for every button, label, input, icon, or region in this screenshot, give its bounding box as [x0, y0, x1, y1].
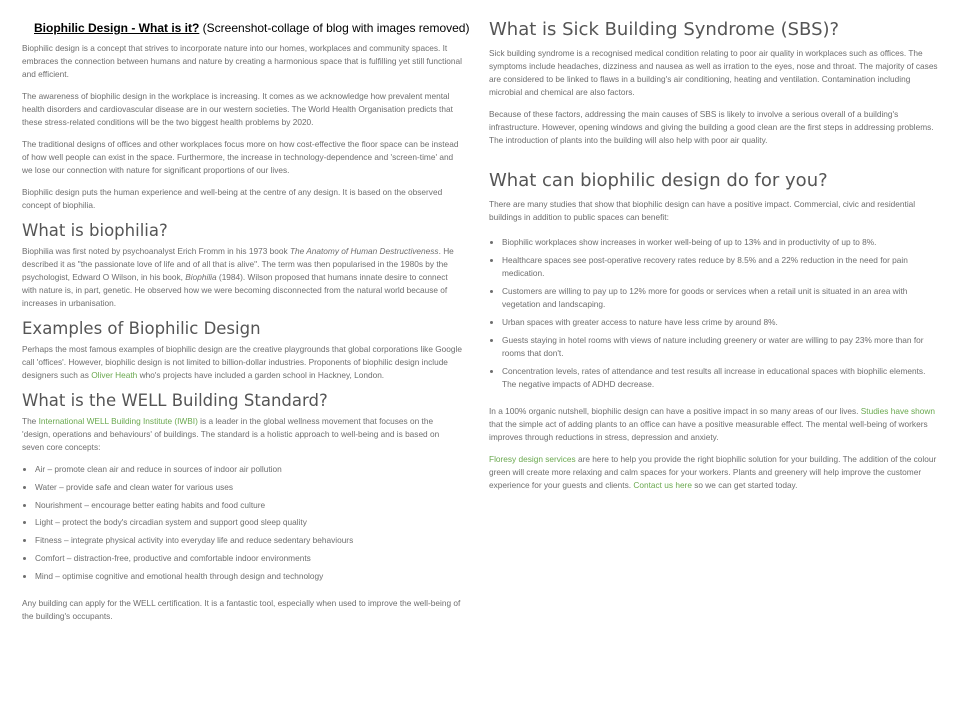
floresy-services-link[interactable]: Floresy design services — [489, 454, 576, 464]
list-item: • Nourishment – encourage better eating habits and food culture — [35, 499, 462, 512]
iwbi-link[interactable]: International WELL Building Institute (IWBI) — [38, 416, 198, 426]
text-span: Biophilia was first noted by psychoanalyst Erich Fromm in his 1973 book — [22, 246, 290, 256]
well-heading: What is the WELL Building Standard? — [22, 391, 328, 410]
text-span: who's projects have included a garden school in Hackney, London. — [137, 370, 385, 380]
benefits-list — [489, 236, 939, 391]
text-span: The — [22, 416, 39, 426]
list-item: • Biophilic workplaces show increases in worker well-being of up to 13% and in productivity of up to 8%. — [502, 236, 939, 249]
well-closing-paragraph: Any building can apply for the WELL certification. It is a fantastic tool, especially when used to improve the well-being of the building's occupants. — [22, 597, 461, 621]
book-title: The Anatomy of Human Destructiveness — [289, 246, 439, 256]
left-column — [22, 0, 470, 632]
text-span: that the simple act of adding plants to an office can have a positive measurable effect. The mental well-being of workers improves through reductions in stress, depression and anxiety. — [489, 419, 928, 442]
well-paragraph — [22, 415, 462, 454]
sbs-paragraph: Sick building syndrome is a recognised medical condition relating to poor air quality in workplaces such as offices. The symptoms include headaches, dizziness and nausea as well as irration to the eyes, nose and throat. The majority of cases are considered to be linked to flaws in a building's air conditioning, heating and ventilation. Contamination including microbial and chemical are also factors. — [489, 48, 938, 97]
text-span: (1984). Wilson proposed that humans innate desire to connect with nature is, in part, genetic. He observed how we were becoming disconnected from the natural world because of increases in urbanisation. — [22, 272, 448, 308]
list-item: • Healthcare spaces see post-operative recovery rates reduce by 8.5% and a 22% reduction in the need for pain medication. — [502, 254, 939, 280]
list-item: • Concentration levels, rates of attendance and test results all increase in educational spaces with biophilic elements. The negative impacts of ADHD decrease. — [502, 365, 939, 391]
page-title-bold: Biophilic Design - What is it? — [34, 21, 200, 35]
list-item: • Light – protect the body's circadian system and support good sleep quality — [35, 516, 462, 529]
sbs-paragraph: Because of these factors, addressing the main causes of SBS is likely to involve a serious overall of a building's infrastructure. However, opening windows and giving the building a good clean are the first steps in addressing problems. The introduction of plants into the building will also help with poor air quality. — [489, 109, 934, 145]
intro-paragraph: Biophilic design puts the human experience and well-being at the centre of any design. It is based on the observed concept of biophilia. — [22, 187, 443, 210]
text-span: In a 100% organic nutshell, biophilic design can have a positive impact in so many areas of our lives. — [489, 406, 861, 416]
well-concepts-list — [22, 463, 462, 583]
intro-section — [22, 42, 462, 212]
text-span: Perhaps the most famous examples of biophilic design are the creative playgrounds that global corporations like Google call 'offices'. However, biophilic design is not limited to billion-dollar industries. Proponents of biophilic design include designers such as — [22, 344, 462, 380]
list-item: • Water – provide safe and clean water for various uses — [35, 481, 462, 494]
list-item: • Customers are willing to pay up to 12% more for goods or services when a retail unit is situated in an area with vegetation and landscaping. — [502, 285, 939, 311]
studies-link[interactable]: Studies have shown — [860, 406, 935, 416]
examples-heading: Examples of Biophilic Design — [22, 319, 261, 338]
intro-paragraph: The traditional designs of offices and other workplaces focus more on how cost-effective the floor space can be instead of how well people can exist in the space. Furthermore, the increase in technology-dependence and 'screen-time' and we lose our connection with nature for significant proportions of our lives. — [22, 139, 459, 175]
biophilia-paragraph — [22, 245, 462, 310]
floresy-paragraph — [489, 453, 939, 492]
text-span: is a leader in the global wellness movement that focuses on the 'design, operations and behaviours' of buildings. The standard is a holistic approach to well-being and is based on seven core concepts: — [22, 416, 440, 452]
nutshell-paragraph — [489, 405, 939, 444]
benefits-heading: What can biophilic design do for you? — [489, 170, 828, 191]
list-item: • Fitness – integrate physical activity into everyday life and reduce sedentary behaviours — [35, 534, 462, 547]
benefits-intro: There are many studies that show that biophilic design can have a positive impact. Commercial, civic and residential buildings in addition to public spaces can benefit: — [489, 199, 916, 222]
page-title — [34, 21, 470, 35]
oliver-heath-link[interactable]: Oliver Heath — [91, 370, 138, 380]
list-item: • Guests staying in hotel rooms with views of nature including greenery or water are willing to pay 23% more than for rooms that don't. — [502, 334, 939, 360]
page-title-note: (Screenshot-collage of blog with images removed) — [199, 21, 470, 35]
list-item: • Air – promote clean air and reduce in sources of indoor air pollution — [35, 463, 462, 476]
text-span: so we can get started today. — [691, 480, 798, 490]
list-item: • Mind – optimise cognitive and emotional health through design and technology — [35, 570, 462, 583]
text-span: are here to help you provide the right biophilic solution for your building. The addition of the colour green will create more relaxing and calm spaces for your workers. Plants and greenery will help improve the customer experience for your guests and clients. — [489, 454, 937, 490]
intro-paragraph: The awareness of biophilic design in the workplace is increasing. It comes as we acknowledge how prevalent mental health disorders and cardiovascular disease are in our western societies. The World Health Organisation predicts that these stress-related conditions will be the two biggest health problems by 2020. — [22, 91, 453, 127]
list-item: • Comfort – distraction-free, productive and comfortable indoor environments — [35, 552, 462, 565]
sbs-heading: What is Sick Building Syndrome (SBS)? — [489, 19, 840, 40]
right-column — [489, 0, 939, 501]
list-item: • Urban spaces with greater access to nature have less crime by around 8%. — [502, 316, 939, 329]
examples-paragraph — [22, 343, 462, 382]
book-title: Biophilia — [185, 272, 217, 282]
intro-paragraph: Biophilic design is a concept that strives to incorporate nature into our homes, workplaces and community spaces. It embraces the connection between humans and nature by creating a harmonious space that is fulfilling yet still functional and efficient. — [22, 43, 462, 79]
text-span: . He described it as "the passionate love of life and of all that is alive". The term was then popularised in the 1980s by the psychologist, Edward O Wilson, in his book, — [22, 246, 454, 282]
biophilia-heading: What is biophilia? — [22, 221, 168, 240]
contact-us-link[interactable]: Contact us here — [633, 480, 692, 490]
